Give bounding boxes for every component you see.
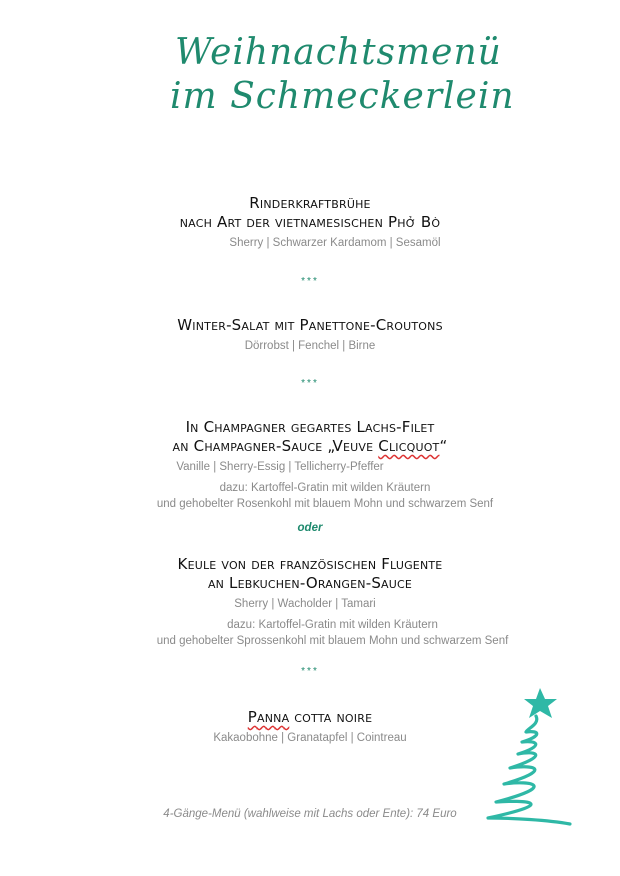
course-3b-title-line: an Lebkuchen-Orangen-Sauce [207, 574, 413, 592]
course-4-ingredients: Kakaobohne | Granatapfel | Cointreau [213, 732, 407, 744]
course-1-ingredients: Sherry | Schwarzer Kardamom | Sesamöl [229, 237, 441, 249]
menu-title [0, 0, 620, 140]
separator: *** [301, 276, 319, 287]
separator: *** [301, 666, 319, 677]
or-label: oder [297, 522, 323, 534]
menu-title-line2: im Schmeckerlein [170, 76, 515, 117]
course-3b-side-line: dazu: Kartoffel-Gratin mit wilden Kräutern [227, 619, 438, 631]
course-3a-title [0, 418, 620, 456]
course-3b-side-line: und gehobelter Sprossenkohl mit blauem Mohn und schwarzem Senf [156, 635, 509, 647]
course-3b-side [0, 617, 620, 649]
course-3b [0, 555, 620, 649]
course-3a-side-line: und gehobelter Rosenkohl mit blauem Mohn und schwarzem Senf [156, 498, 494, 510]
course-2-title-line: Winter-Salat mit Panettone-Croutons [177, 316, 443, 334]
separator: *** [301, 378, 319, 389]
course-3b-title-line: Keule von der französischen Flugente [177, 555, 443, 573]
course-2-title [0, 316, 620, 335]
course-3a-title-line [0, 437, 620, 456]
christmas-tree-icon [478, 684, 578, 834]
course-3a-side-line: dazu: Kartoffel-Gratin mit wilden Kräutern [219, 482, 431, 494]
course-2 [0, 316, 620, 354]
title-part: “ [439, 437, 448, 455]
course-1-title-line: Rinderkraftbrühe [249, 194, 371, 212]
price-note: 4-Gänge-Menü (wahlweise mit Lachs oder Ente): 74 Euro [163, 808, 457, 820]
title-part: cotta noire [289, 708, 373, 726]
title-part: an Champagner-Sauce „Veuve [172, 437, 379, 455]
course-3a-ingredients: Vanille | Sherry-Essig | Tellicherry-Pfeffer [176, 461, 384, 473]
course-3a-side [0, 480, 620, 512]
course-3a-title-line: In Champagner gegartes Lachs-Filet [185, 418, 435, 436]
course-3a [0, 418, 620, 512]
menu-title-line1: Weihnachtsmenü [175, 32, 502, 73]
course-1-title [0, 194, 620, 232]
course-3b-title [0, 555, 620, 593]
course-3b-ingredients: Sherry | Wacholder | Tamari [234, 598, 376, 610]
course-1 [0, 194, 620, 251]
title-part-spellcheck: Panna [247, 708, 290, 726]
title-part-spellcheck: Clicquot [378, 437, 440, 455]
course-1-title-line: nach Art der vietnamesischen Phở Bò [179, 213, 441, 231]
course-2-ingredients: Dörrobst | Fenchel | Birne [244, 340, 376, 352]
